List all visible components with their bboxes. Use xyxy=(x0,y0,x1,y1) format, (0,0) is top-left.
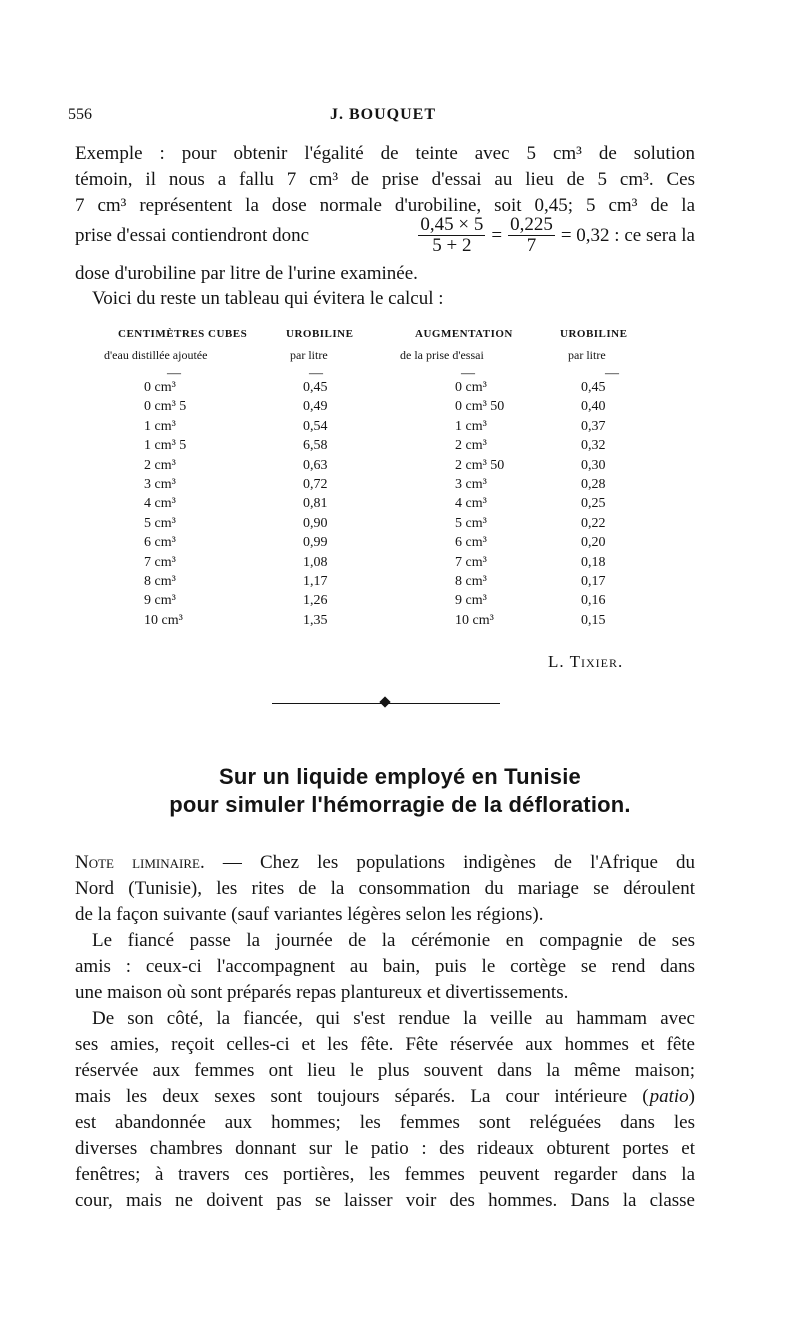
table-cell: 0,63 xyxy=(303,457,328,473)
article-line-1-text: — Chez les populations indigènes de l'Afrique du xyxy=(222,852,695,873)
table-cell: 0 cm³ 5 xyxy=(144,399,187,415)
table-cell: 1 cm³ xyxy=(455,418,487,434)
fraction-1-denominator: 5 + 2 xyxy=(432,235,472,256)
table-cell: 10 cm³ xyxy=(455,612,494,628)
signature: L. Tixier. xyxy=(548,652,624,671)
table-cell: 0,45 xyxy=(303,380,328,395)
table-subheader-col2: par litre xyxy=(290,348,328,362)
table-cell: 0 cm³ 50 xyxy=(455,399,505,415)
table-cell: 0,90 xyxy=(303,515,328,531)
article-line-9: réservée aux femmes ont lieu le plus souvent dans la même maison; xyxy=(75,1060,695,1081)
article-line-2: Nord (Tunisie), les rites de la consommation du mariage se déroulent xyxy=(75,878,695,899)
table-cell: 8 cm³ xyxy=(144,574,176,589)
table-header-col1: CENTIMÈTRES CUBES xyxy=(118,328,248,340)
table-cell: 3 cm³ xyxy=(455,477,487,492)
article-title-line2: pour simuler l'hémorragie de la défloration. xyxy=(169,792,631,817)
table-cell: 7 cm³ xyxy=(455,554,487,570)
table-cell: 1,35 xyxy=(303,612,328,628)
table-subheader-col4: par litre xyxy=(568,348,606,362)
article-line-13: fenêtres; à travers ces portières, les femmes peuvent regarder dans la xyxy=(75,1164,695,1185)
table-cell: 0,45 xyxy=(581,380,606,395)
table-header-col4: UROBILINE xyxy=(560,328,628,340)
article-line-4: Le fiancé passe la journée de la cérémonie en compagnie de ses xyxy=(92,930,695,951)
table-cell: 0,30 xyxy=(581,457,606,473)
para1-line4-before: prise d'essai contiendront donc xyxy=(75,224,310,246)
table-dash-col3: — xyxy=(461,366,475,381)
table-header-col2: UROBILINE xyxy=(286,328,354,340)
table-cell: 6 cm³ xyxy=(144,535,176,551)
table-cell: 2 cm³ xyxy=(455,438,487,454)
page-number: 556 xyxy=(68,106,92,123)
table-cell: 0 cm³ xyxy=(144,380,176,395)
para1-line2: témoin, il nous a fallu 7 cm³ de prise d'essai au lieu de 5 cm³. Ces xyxy=(75,169,695,190)
para1-line5: dose d'urobiline par litre de l'urine examinée. xyxy=(75,263,418,284)
table-cell: 0,81 xyxy=(303,496,328,512)
table-cell: 0,28 xyxy=(581,477,606,492)
table-cell: 9 cm³ xyxy=(455,593,487,609)
fraction-1-numerator: 0,45 × 5 xyxy=(420,214,484,235)
table-cell: 5 cm³ xyxy=(455,515,487,531)
table-cell: 8 cm³ xyxy=(455,574,487,589)
table-cell: 0,25 xyxy=(581,496,606,512)
article-line-5: amis : ceux-ci l'accompagnent au bain, puis le cortège se rend dans xyxy=(75,956,695,977)
separator-ornament-icon xyxy=(379,696,390,707)
table-cell: 0,40 xyxy=(581,399,606,415)
fraction-2-denominator: 7 xyxy=(526,235,537,256)
formula xyxy=(416,215,695,256)
para1-line1: Exemple : pour obtenir l'égalité de teinte avec 5 cm³ de solution xyxy=(75,143,695,164)
article-line-14: cour, mais ne doivent pas se laisser voir des hommes. Dans la classe xyxy=(75,1190,695,1211)
table-cell: 0,72 xyxy=(303,477,328,492)
table-cell: 1 cm³ 5 xyxy=(144,438,187,454)
fraction-2 xyxy=(508,215,555,256)
article-line-10 xyxy=(75,1086,695,1108)
article-line-10-close: ) xyxy=(688,1086,695,1107)
table-cell: 0,18 xyxy=(581,554,606,570)
article-line-6: une maison où sont préparés repas plantureux et divertissements. xyxy=(75,982,569,1003)
note-label: Note liminaire. xyxy=(75,852,205,873)
table-subheader-col1: d'eau distillée ajoutée xyxy=(104,348,208,362)
table-cell: 0,99 xyxy=(303,535,328,551)
table-cell: 0,32 xyxy=(581,438,606,454)
table-cell: 10 cm³ xyxy=(144,612,183,628)
table-subheader-col3: de la prise d'essai xyxy=(400,348,484,362)
table-cell: 0,20 xyxy=(581,535,606,551)
table-cell: 9 cm³ xyxy=(144,593,176,609)
table-cell: 4 cm³ xyxy=(455,496,487,512)
article-line-12: diverses chambres donnant sur le patio : des rideaux obturent portes et xyxy=(75,1138,695,1159)
para2-line1: Voici du reste un tableau qui évitera le calcul : xyxy=(92,288,444,309)
table-cell: 0,49 xyxy=(303,399,328,415)
article-line-10-text: mais les deux sexes sont toujours séparés. La cour intérieure ( xyxy=(75,1086,649,1107)
para1-line4-after: = 0,32 : ce sera la xyxy=(560,224,695,246)
table-dash-col4: — xyxy=(605,366,619,381)
article-line-10-italic: patio xyxy=(649,1086,689,1107)
table-cell: 6,58 xyxy=(303,438,328,454)
table-cell: 6 cm³ xyxy=(455,535,487,551)
article-line-8: ses amies, reçoit celles-ci et les fête. Fête réservée aux hommes et fête xyxy=(75,1034,695,1055)
article-line-3: de la façon suivante (sauf variantes légères selon les régions). xyxy=(75,904,544,925)
table-dash-col1: — xyxy=(167,366,181,381)
table-cell: 0,37 xyxy=(581,418,606,434)
table-cell: 0,54 xyxy=(303,418,328,434)
table-cell: 0 cm³ xyxy=(455,380,487,395)
table-cell: 5 cm³ xyxy=(144,515,176,531)
table-cell: 2 cm³ xyxy=(144,457,176,473)
table-dash-col2: — xyxy=(309,366,323,381)
table-cell: 0,15 xyxy=(581,612,606,628)
table-cell: 7 cm³ xyxy=(144,554,176,570)
table-cell: 3 cm³ xyxy=(144,477,176,492)
fraction-2-numerator: 0,225 xyxy=(510,214,553,235)
article-line-1 xyxy=(75,852,695,874)
table-cell: 2 cm³ 50 xyxy=(455,457,505,473)
article-line-7: De son côté, la fiancée, qui s'est rendue la veille au hammam avec xyxy=(92,1008,695,1029)
article-title-line1: Sur un liquide employé en Tunisie xyxy=(219,764,581,789)
table-cell: 0,17 xyxy=(581,574,606,589)
equals-sign: = xyxy=(491,224,503,246)
table-cell: 4 cm³ xyxy=(144,496,176,512)
table-cell: 1 cm³ xyxy=(144,418,176,434)
table-header-col3: AUGMENTATION xyxy=(415,328,513,340)
table-cell: 0,16 xyxy=(581,593,606,609)
article-line-11: est abandonnée aux hommes; les femmes sont reléguées dans les xyxy=(75,1112,695,1133)
table-cell: 1,26 xyxy=(303,593,328,609)
table-cell: 0,22 xyxy=(581,515,606,531)
table-cell: 1,08 xyxy=(303,554,328,570)
running-head-author: J. BOUQUET xyxy=(330,106,437,123)
para1-formula-line xyxy=(75,215,695,256)
fraction-1 xyxy=(418,215,485,256)
table-cell: 1,17 xyxy=(303,574,328,589)
para1-line3: 7 cm³ représentent la dose normale d'urobiline, soit 0,45; 5 cm³ de la xyxy=(75,195,695,216)
